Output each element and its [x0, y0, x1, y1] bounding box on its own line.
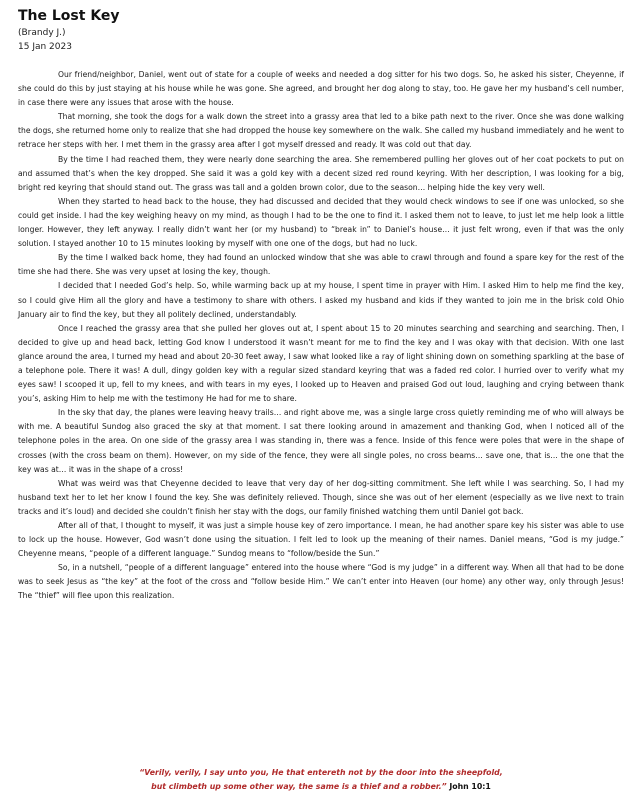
story-body [18, 68, 624, 604]
paragraph: By the time I had reached them, they were nearly done searching the area. She remembered pulling her gloves out of her coat pockets to put on and assumed that’s when the key dropped. She said it was a gold key with a decent sized red round keyring. With her description, I was looking for a big, bright red keyring that should stand out. The grass was tall and a golden brown color, due to the season… helping hide the key very well. [18, 154, 624, 192]
document-title: The Lost Key [18, 8, 120, 24]
quote-line-2 [0, 780, 642, 794]
paragraph: Our friend/neighbor, Daniel, went out of state for a couple of weeks and needed a dog sitter for his two dogs. So, he asked his sister, Cheyenne, if she could do this by just staying at his house while he was gone. She agreed, and brought her dog along to stay, too. He gave her my husband’s cell number, in case there were any issues that arose with the house. [18, 70, 624, 108]
quote-text-1: “Verily, verily, I say unto you, He that entereth not by the door into the sheepfold, [139, 768, 503, 777]
quote-reference: John 10:1 [446, 782, 491, 791]
quote-line-1 [0, 766, 642, 780]
paragraph: In the sky that day, the planes were leaving heavy trails… and right above me, was a single large cross quietly reminding me of who will always be with me. A beautiful Sundog also graced the sky at that moment. I sat there looking around in amazement and thanking God, when I noticed all of the telephone poles in the area. On one side of the grassy area I was standing in, there was a fence. Inside of this fence were poles that were in the shape of crosses (with the cross beam on them). However, on my side of the fence, they were all single poles, no cross beams… save one, that is… the one that the key was at… it was in the shape of a cross! [18, 408, 624, 474]
paragraph: When they started to head back to the house, they had discussed and decided that they would check windows to see if one was unlocked, so she could get inside. I had the key weighing heavy on my mind, as though I had to be the one to find it. I asked them not to leave, to just let me help look a little longer. However, they left anyway. I really didn’t want her (or my husband) to “break in” to Daniel’s house… it just felt wrong, even if that was the only solution. I stayed another 10 to 15 minutes looking by myself with one one of the dogs, but had no luck. [18, 196, 624, 249]
paragraph: That morning, she took the dogs for a walk down the street into a grassy area that led to a bike path next to the river. Once she was done walking the dogs, she returned home only to realize that she had dropped the house key somewhere on the walk. She called my husband immediately and he went to retrace her steps with her. I met them in the grassy area after I got myself dressed and ready. It was cold out that day. [18, 112, 624, 150]
date-line: 15 Jan 2023 [18, 42, 72, 52]
paragraph: I decided that I needed God’s help. So, while warming back up at my house, I spent time in prayer with Him. I asked Him to help me find the key, so I could give Him all the glory and have a testimony to share with others. I asked my husband and kids if they wanted to join me in the brisk cold Ohio January air to find the key, but they all politely declined, understandably. [18, 281, 624, 319]
quote-text-2: but climbeth up some other way, the same is a thief and a robber.” [151, 782, 447, 791]
paragraph: By the time I walked back home, they had found an unlocked window that she was able to crawl through and found a spare key for the rest of the time she had there. She was very upset at losing the key, though. [18, 253, 624, 277]
author-line: (Brandy J.) [18, 28, 66, 38]
paragraph: Once I reached the grassy area that she pulled her gloves out at, I spent about 15 to 20 minutes searching and searching and searching. Then, I decided to give up and head back, letting God know I understood it wasn’t meant for me to find the key and I was okay with that decision. With one last glance around the area, I turned my head and about 20-30 feet away, I saw what looked like a ray of light shining down on something sparkling at the base of a telephone pole. There it was! A dull, dingy golden key with a regular sized standard keyring that was a faded red color. I hurried over to verify what my eyes saw! I scooped it up, fell to my knees, and with tears in my eyes, I looked up to Heaven and praised God out loud, laughing and crying between thank you’s, asking Him to help me with the testimony He had for me to share. [18, 323, 624, 404]
paragraph: So, in a nutshell, “people of a different language” entered into the house where “God is my judge” in a different way. When all that had to be done was to seek Jesus as “the key” at the foot of the cross and “follow beside Him.” We can’t enter into Heaven (our home) any other way, only through Jesus! The “thief” will flee upon this realization. [18, 563, 624, 601]
paragraph: What was weird was that Cheyenne decided to leave that very day of her dog-sitting commitment. She left while I was searching. So, I had my husband text her to let her know I found the key. She was definitely relieved. Though, since she was out of her element (especially as we live next to train tracks and it’s loud) and decided she couldn’t finish her stay with the dogs, our family finished watching them until Daniel got back. [18, 478, 624, 516]
scripture-quote [0, 766, 642, 794]
paragraph: After all of that, I thought to myself, it was just a simple house key of zero importance. I mean, he had another spare key his sister was able to use to lock up the house. However, God wasn’t done using the situation. I felt led to look up the meaning of their names. Daniel means, “God is my judge.” Cheyenne means, “people of a different language.” Sundog means to “follow/beside the Sun.” [18, 521, 624, 559]
